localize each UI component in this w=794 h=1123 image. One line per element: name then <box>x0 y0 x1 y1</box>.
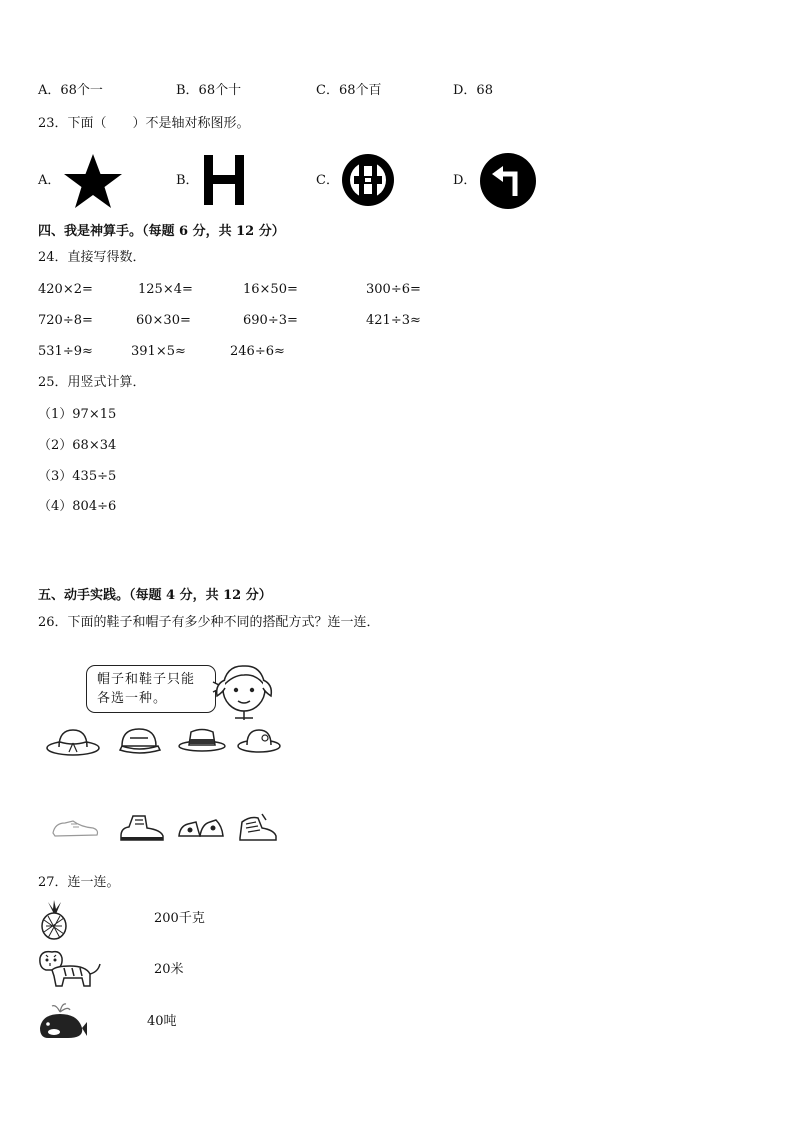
star-icon <box>61 152 125 210</box>
tiger-icon <box>36 948 102 990</box>
q27-prompt: 27．连一连。 <box>38 875 120 890</box>
section5-title: 五、动手实践。（每题 4 分，共 12 分） <box>38 588 272 603</box>
q26-prompt: 26．下面的鞋子和帽子有多少种不同的搭配方式？连一连． <box>38 615 380 630</box>
q27-value: 200千克 <box>154 911 205 926</box>
bubble-line-2: 各选一种。 <box>97 691 168 706</box>
q23-prompt: 23．下面（ ）不是轴对称图形。 <box>38 116 250 131</box>
q24-expr: 421÷3≈ <box>366 313 421 328</box>
q23-label-b: B． <box>176 173 199 188</box>
q22-option-a: A．68个一 <box>38 83 103 98</box>
letter-h-icon <box>200 153 248 207</box>
q27-value: 20米 <box>154 962 184 977</box>
q24-expr: 391×5≈ <box>131 344 186 359</box>
whale-icon <box>38 1000 88 1042</box>
q24-expr: 720÷8= <box>38 313 93 328</box>
q27-value: 40吨 <box>147 1014 177 1029</box>
q22-option-d: D．68 <box>453 83 493 98</box>
bank-emblem-icon <box>340 152 396 208</box>
q25-item: （3）435÷5 <box>38 469 117 484</box>
q25-item: （1）97×15 <box>38 407 117 422</box>
left-turn-sign-icon <box>479 152 537 210</box>
sneaker-icon <box>49 815 101 841</box>
girl-icon <box>213 660 275 722</box>
q23-label-d: D． <box>453 173 477 188</box>
q22-option-c: C．68个百 <box>316 83 382 98</box>
q24-expr: 420×2= <box>38 282 93 297</box>
q25-item: （4）804÷6 <box>38 499 117 514</box>
q24-expr: 125×4= <box>138 282 193 297</box>
q24-expr: 300÷6= <box>366 282 421 297</box>
q25-item: （2）68×34 <box>38 438 117 453</box>
speech-bubble <box>86 665 216 713</box>
q24-expr: 16×50= <box>243 282 298 297</box>
sandal-icon <box>176 812 226 842</box>
cap-icon <box>116 724 162 756</box>
section4-title: 四、我是神算手。（每题 6 分，共 12 分） <box>38 224 285 239</box>
q23-label-a: A． <box>38 173 61 188</box>
boot-icon <box>117 810 167 844</box>
sport-shoe-icon <box>236 810 280 844</box>
sun-hat-icon <box>45 724 101 758</box>
q24-prompt: 24．直接写得数． <box>38 250 146 265</box>
flower-hat-icon <box>236 724 282 754</box>
q24-expr: 690÷3= <box>243 313 298 328</box>
q22-option-b: B．68个十 <box>176 83 242 98</box>
q24-expr: 60×30= <box>136 313 191 328</box>
q25-prompt: 25．用竖式计算． <box>38 375 146 390</box>
q24-expr: 246÷6≈ <box>230 344 285 359</box>
q23-label-c: C． <box>316 173 339 188</box>
pineapple-icon <box>38 900 70 940</box>
fedora-icon <box>177 724 227 754</box>
q24-expr: 531÷9≈ <box>38 344 93 359</box>
bubble-line-1: 帽子和鞋子只能 <box>97 672 196 687</box>
